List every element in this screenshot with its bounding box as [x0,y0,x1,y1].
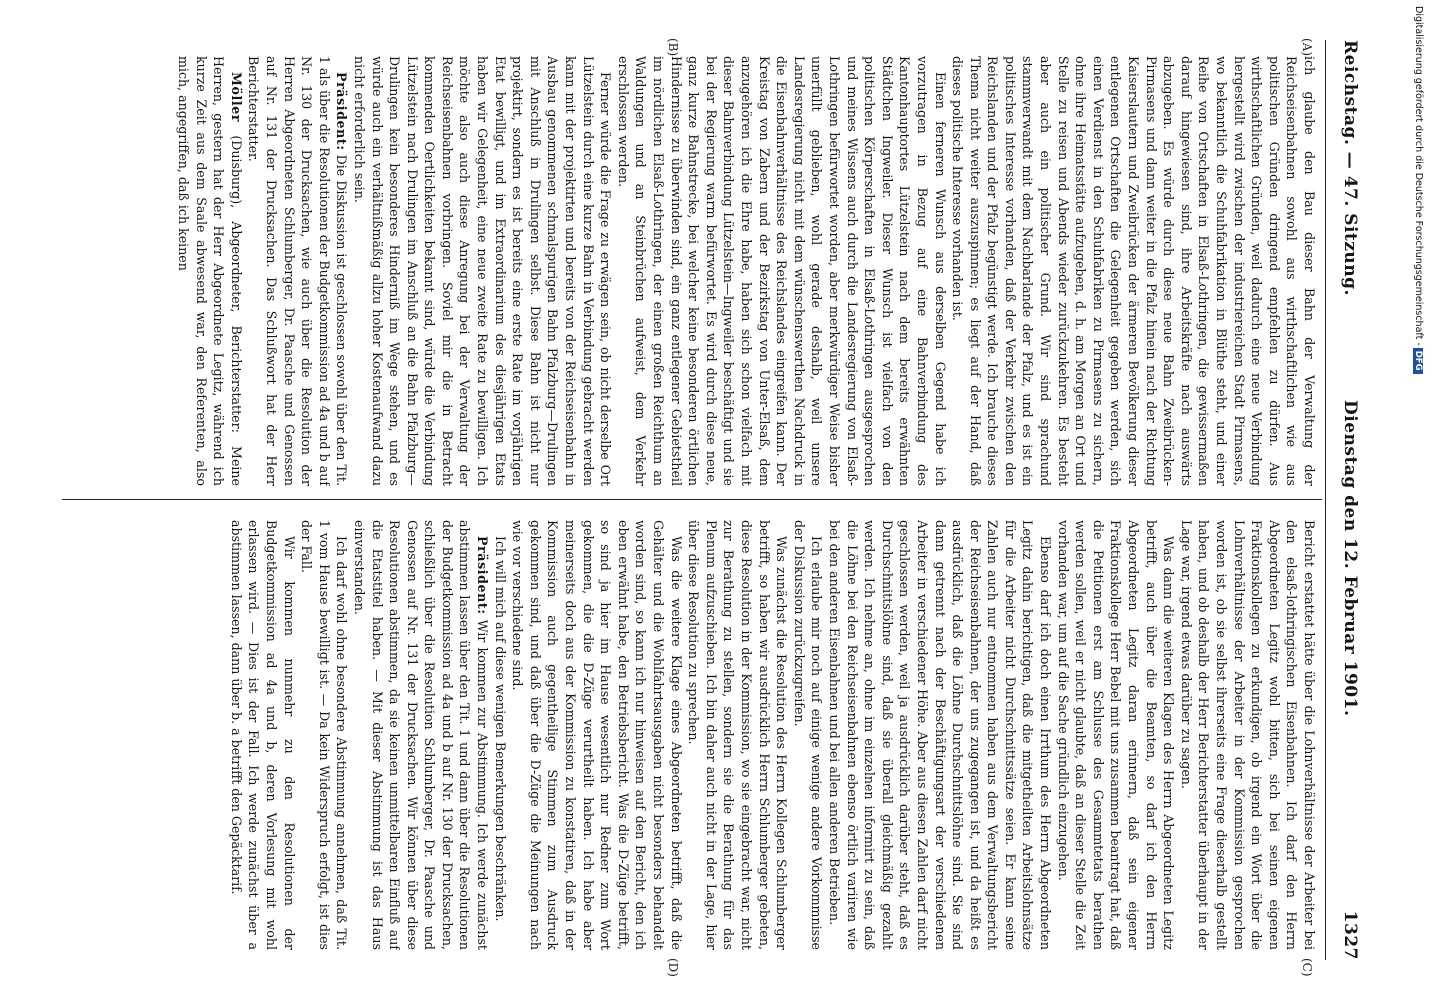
funding-text: Digitalisierung gefördert durch die Deutsche Forschungsgemeinschaft - [1413,6,1424,346]
right-paragraph-4: Ich erlaube mir noch auf einige wenige andere Vorkommnisse der Diskussion zurückzugreifen. [791,520,825,950]
right-paragraph-2: Was dann die weiteren Klagen des Herrn Abgeordneten Legitz betrifft, auch über die Beamten, so darf ich den Herrn Abgeordneten Legitz daran erinnern, daß sein eigener Fraktionskollege Herr Bebel mit uns zusammen beantragt hat, daß die Petitionen erst am Schlusse des Gesammtetats berathen werden sollen, weil er nicht glaubte, daß an dieser Stelle die Zeit vorhanden war, um auf die Sache gründlich einzugehen. [1055,520,1177,950]
right-paragraph-8-text: Wir kommen zur Abstimmung. Ich werde zunächst abstimmen lassen über den Tit. 1 und dann über die Resolutionen der Budgetkommission ad 4a und b auf Nr. 130 der Drucksachen, schließlich über die Resolution Schlumberger, Dr. Paasche und Genossen auf Nr. 131 der Drucksachen. Wir können über diese Resolutionen abstimmen, da sie keinen unmittelbaren Einfluß auf die Etatstitel haben. — Mit dieser Abstimmung ist das Haus einverstanden. [351,520,491,950]
header-page-number: 1327 [1340,910,1360,960]
rotated-newspaper-page [10,0,1380,1000]
column-divider [62,499,1322,500]
right-column [68,520,1318,950]
right-paragraph-3: Ebenso darf ich doch einen Irrthum des Herrn Abgeordneten Legitz dahin berichtigen, daß die mitgetheilten Arbeitslohnsätze für die Arbeiter nicht Durchschnittssätze seien. Er kann seine Zahlen auch nur entnommen haben aus dem Verwaltungsbericht der Reichseisenbahnen, der uns zugegangen ist, und da heißt es ausdrücklich, daß die Löhne Durchschnittslöhne sind. Sie sind dann getrennt nach der Beschäftigungsart der verschiedenen Arbeiter in verschiedener Höhe. Aber aus diesen Zahlen darf nicht geschlossen werden, weil ja ausdrücklich darüber steht, daß es Durchschnittslöhne sind, daß sie überall gleichmäßig gezahlt werden. Ich nehme an, ohne im einzelnen informirt zu sein, daß die Löhne bei den Reichseisenbahnen ebenso örtlich variiren wie bei den anderen Eisenbahnen und bei allen anderen Betrieben. [826,520,1054,950]
left-column [68,56,1318,486]
header-date: Dienstag den 12. Februar 1901. [1340,400,1360,717]
left-paragraph-4-text: Die Diskussion ist geschlossen sowohl über den Tit. 1 als über die Resolutionen der Budgetkommission ad 4a und b auf Nr. 130 der Drucksachen, wie auch über die Resolution der Herren Abgeordneten Schlumberger, Dr. Paasche und Genossen auf Nr. 131 der Drucksachen. Das Schlußwort hat der Herr Berichterstatter. [246,56,350,486]
right-paragraph-1: Bericht erstattet hätte über die Lohnverhältnisse der Arbeiter bei den elsaß-lothringischen Eisenbahnen. Ich darf den Herrn Abgeordneten Legitz wohl bitten, sich bei seinen eigenen Fraktionskollegen zu erkundigen, ob irgend ein Wort über die Lohnverhältnisse der Arbeiter in der Kommission gesprochen worden ist, ob sie selbst ihrerseits eine Frage dieserhalb gestellt haben, und ob deshalb der Herr Berichterstatter überhaupt in der Lage war, irgend etwas darüber zu sagen. [1178,520,1317,950]
marker-c: (C) [1300,958,1314,977]
marker-a: (A) [1300,38,1314,57]
dfg-logo-badge: DFG [1413,348,1423,374]
right-paragraph-5: Was zunächst die Resolution des Herrn Kollegen Schlumberger betrifft, so haben wir ausdrücklich Herrn Schlumberger gebeten, diese Resolution in der Kommission, wo sie eingebracht war, nicht zur Berathung zu stellen, sondern sie die Berathung für das Plenum aufzuschieben. Ich bin daher auch nicht in der Lage, hier über diese Resolution zu sprechen. [686,520,790,950]
speaker-moeller: Möller [228,72,244,123]
right-paragraph-9: Ich darf wohl ohne besondere Abstimmung annehmen, daß Tit. 1 vom Hause bewilligt ist. — Da kein Widerspruch erfolgt, ist dies der Fall. [299,520,350,950]
left-paragraph-5-text: (Duisburg), Abgeordneter, Berichterstatter: Meine Herren, gestern hat der Herr Abgeordnete Legitz, während ich kurze Zeit aus dem Saale abwesend war, den Referenten, also mich, angegriffen, daß ich keinen [176,56,244,486]
speaker-president-2: Präsident: [475,536,491,615]
left-paragraph-4 [245,56,351,486]
left-paragraph-1: ich glaube den Bau dieser Bahn der Verwaltung der Reichseisenbahnen sowohl aus wirthschaftlichen wie aus politischen Gründen dringend empfehlen zu dürfen. Aus wirthschaftlichen Gründen, weil dadurch eine neue Verbindung hergestellt wird zwischen der industriereichen Stadt Pirmasens, wo bekanntlich die Schuhfabrikation in Blüthe steht, und einer Reihe von Ortschaften in Elsaß-Lothringen, die gewissermaßen darauf hingewiesen sind, ihre Arbeitskräfte nach auswärts abzugeben. Es würde durch diese neue Bahn Zweibrücken-Pirmasens und dann weiter in die Pfalz hinein nach der Richtung Kaiserslautern und Zweibrücken der ärmeren Bevölkerung dieser entlegenen Ortschaften die Gelegenheit gegeben werden, sich einen Verdienst in den Schuhfabriken zu Pirmasens zu sichern, ohne ihre Heimatsstätte aufzugeben, d. h. am Morgen an Ort und Stelle zu reisen und Abends wieder zurückzukehren. Es besteht aber auch ein politischer Grund. Wir sind sprachund stammverwandt mit dem Nachbarlande der Pfalz, und es ist ein politisches Interesse vorhanden, daß der Verkehr zwischen den Reichslanden und der Pfalz begünstigt werde. Ich brauche dieses Thema nicht weiter auszuspinnen; es liegt auf der Hand, daß dieses politische Interesse vorhanden ist. [950,56,1317,486]
header-rule [1325,40,1326,960]
right-paragraph-6: Was die weitere Klage eines Abgeordneten betrifft, daß die Gehälter und die Wohlfahrtsausgaben nicht besonders behandelt worden sind, so kann ich nur hinweisen auf den Bericht, den ich eben erwähnt habe, den Betriebsbericht. Was die D-Züge betrifft, so sind ja hier im Hause wesentlich nur Redner zum Wort gekommen, die die D-Züge verurtheilt haben. Ich habe aber meinerseits doch aus der Kommission zu konstatiren, daß in der Kommission auch gegentheilige Stimmen zum Ausdruck gekommen sind, und daß über die D-Züge die Meinungen nach wie vor verschiedene sind. [510,520,684,950]
right-paragraph-7: Ich will mich auf diese wenigen Bemerkungen beschränken. [492,536,508,922]
left-paragraph-2: Einen ferneren Wunsch aus derselben Gegend habe ich vorzutragen in Bezug auf eine Bahnverbindung des Kantonhauptortes Lützelstein nach dem bereits erwähnten Städtchen Ingweiler. Dieser Wunsch ist vielfach von den politischen Körperschaften in Elsaß-Lothringen ausgesprochen und meines Wissens auch durch die Landesregierung von Elsaß-Lothringen befürwortet worden, aber merkwürdiger Weise bisher unerfüllt geblieben, wohl gerade deshalb, weil unsere Landesregierung nicht mit dem wünschenswerthen Nachdruck in die Eisenbahnverhältnisse des Reichslandes eingreifen kann. Der Kreistag von Zabern und der Bezirkstag von Unter-Elsaß, dem anzugehören ich die Ehre habe, haben sich schon vielfach mit dieser Bahnverbindung Lützelstein—Ingweiler beschäftigt und sie bei der Regierung warm befürwortet. Es wird durch diese neue, ganz kurze Bahnstrecke, bei welcher keine besonderen örtlichen Hindernisse zu überwinden sind, ein ganz entlegener Gebietstheil im nördlichen Elsaß-Lothringen, der einen großen Reichthum an Waldungen und an Steinbrüchen aufweist, dem Verkehr erschlossen werden. [615,56,948,486]
marker-b: (B) [666,38,680,57]
left-paragraph-5 [174,56,244,486]
right-paragraph-8 [350,520,491,950]
funding-note [1410,6,1424,1006]
marker-d: (D) [666,958,680,977]
left-paragraph-3: Ferner würde die Frage zu erwägen sein, ob nicht derselbe Ort Lützelstein durch eine kurze Bahn in Verbindung gebracht werden kann mit der projektirten und bereits von der Reichseisenbahn in Ausbau genommenen schmalspurigen Bahn Pfalzburg—Drulingen mit Anschluß in Drulingen selbst. Diese Bahn ist nicht nur projektirt, sondern es ist bereits eine erste Rate im vorjährigen Etat bewilligt, und im Extraordinarium des diesjährigen Etats haben wir Gelegenheit, eine neue zweite Rate zu bewilligen. Ich möchte also auch diese Anregung bei der Verwaltung der Reichseisenbahnen vorbringen. Soviel mir die in Betracht kommenden Oertlichkeiten bekannt sind, würde die Verbindung Lützelstein nach Drulingen im Anschluß an die Bahn Pfalzburg—Drulingen kein besonderes Hinderniß im Wege stehen, und es würde auch ein verhältnißmäßig allzu hoher Kostenaufwand dazu nicht erforderlich sein. [351,56,614,486]
speaker-president-1: Präsident: [334,72,350,151]
right-paragraph-10: Wir kommen nunmehr zu den Resolutionen der Budgetkommission ad 4a und b, deren Vorlesung mit wohl erlassen wird. — Dies ist der Fall. Ich werde zunächst über a abstimmen lassen, dann über b. a betrifft den Gepäcktarif. [228,520,297,950]
page-header [1328,40,1368,960]
header-left-session: Reichstag. — 47. Sitzung. [1340,40,1360,296]
